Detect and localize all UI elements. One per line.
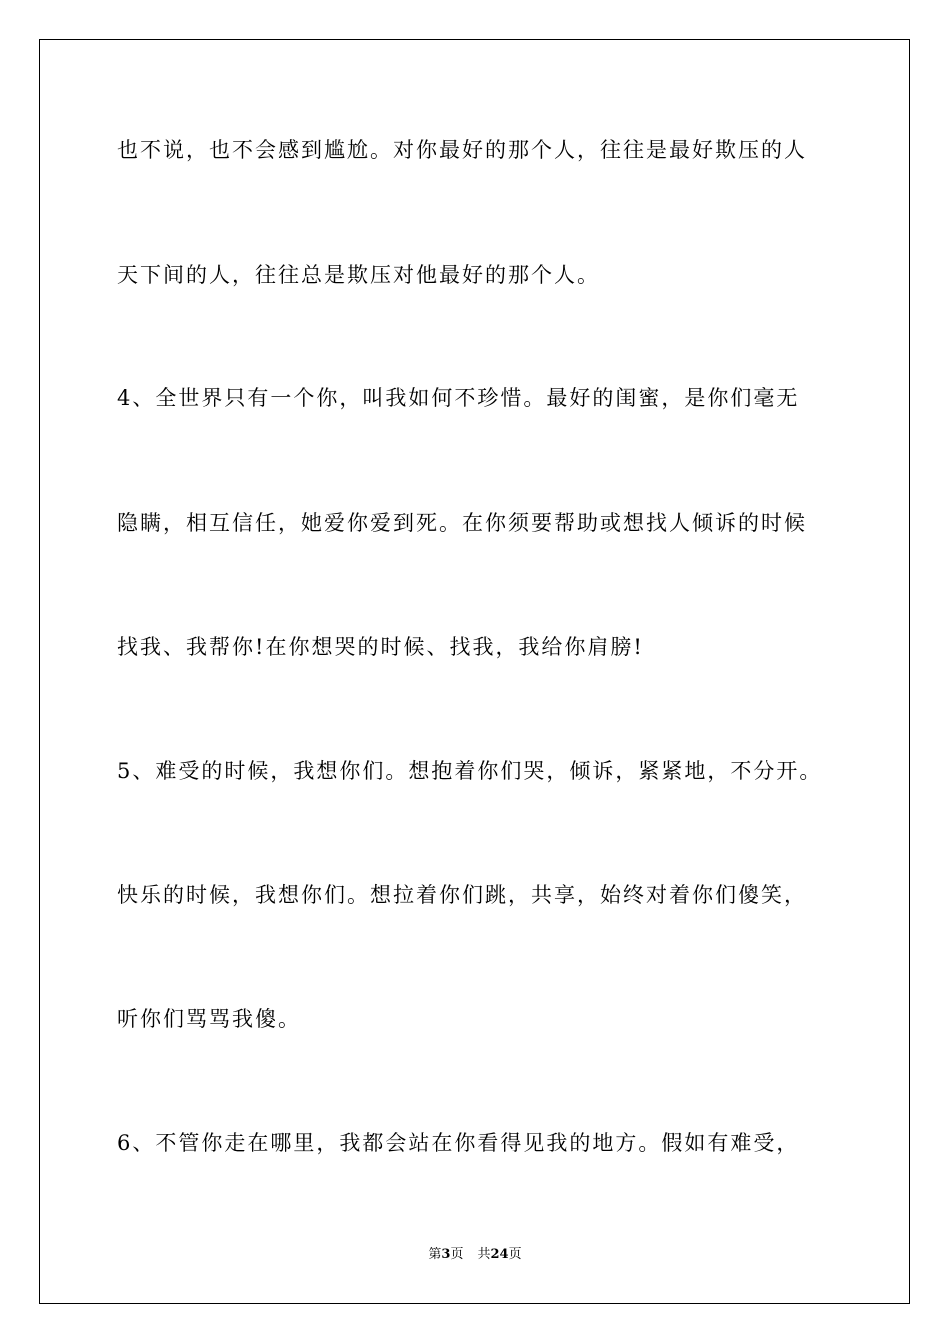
page-number: 3 — [441, 1247, 451, 1262]
text-line: 天下间的人，往往总是欺压对他最好的那个人。 — [117, 263, 600, 287]
total-pages: 24 — [490, 1247, 509, 1262]
page-suffix: 页 — [450, 1247, 464, 1262]
text-line: 5、难受的时候，我想你们。想抱着你们哭，倾诉，紧紧地，不分开。 — [117, 759, 823, 783]
page-border — [39, 39, 910, 1304]
text-line: 4、全世界只有一个你，叫我如何不珍惜。最好的闺蜜，是你们毫无 — [117, 386, 800, 410]
page-footer — [0, 1246, 950, 1264]
total-suffix: 页 — [508, 1247, 522, 1262]
text-line: 也不说，也不会感到尴尬。对你最好的那个人，往往是最好欺压的人 — [117, 138, 807, 162]
text-line: 6、不管你走在哪里，我都会站在你看得见我的地方。假如有难受， — [117, 1131, 800, 1155]
text-line: 找我、我帮你!在你想哭的时候、找我，我给你肩膀! — [117, 635, 644, 659]
text-line: 听你们骂骂我傻。 — [117, 1007, 301, 1031]
page-prefix: 第 — [428, 1247, 442, 1262]
text-line: 隐瞒，相互信任，她爱你爱到死。在你须要帮助或想找人倾诉的时候 — [117, 511, 807, 535]
total-prefix: 共 — [477, 1247, 491, 1262]
text-line: 快乐的时候，我想你们。想拉着你们跳，共享，始终对着你们傻笑， — [117, 883, 807, 907]
